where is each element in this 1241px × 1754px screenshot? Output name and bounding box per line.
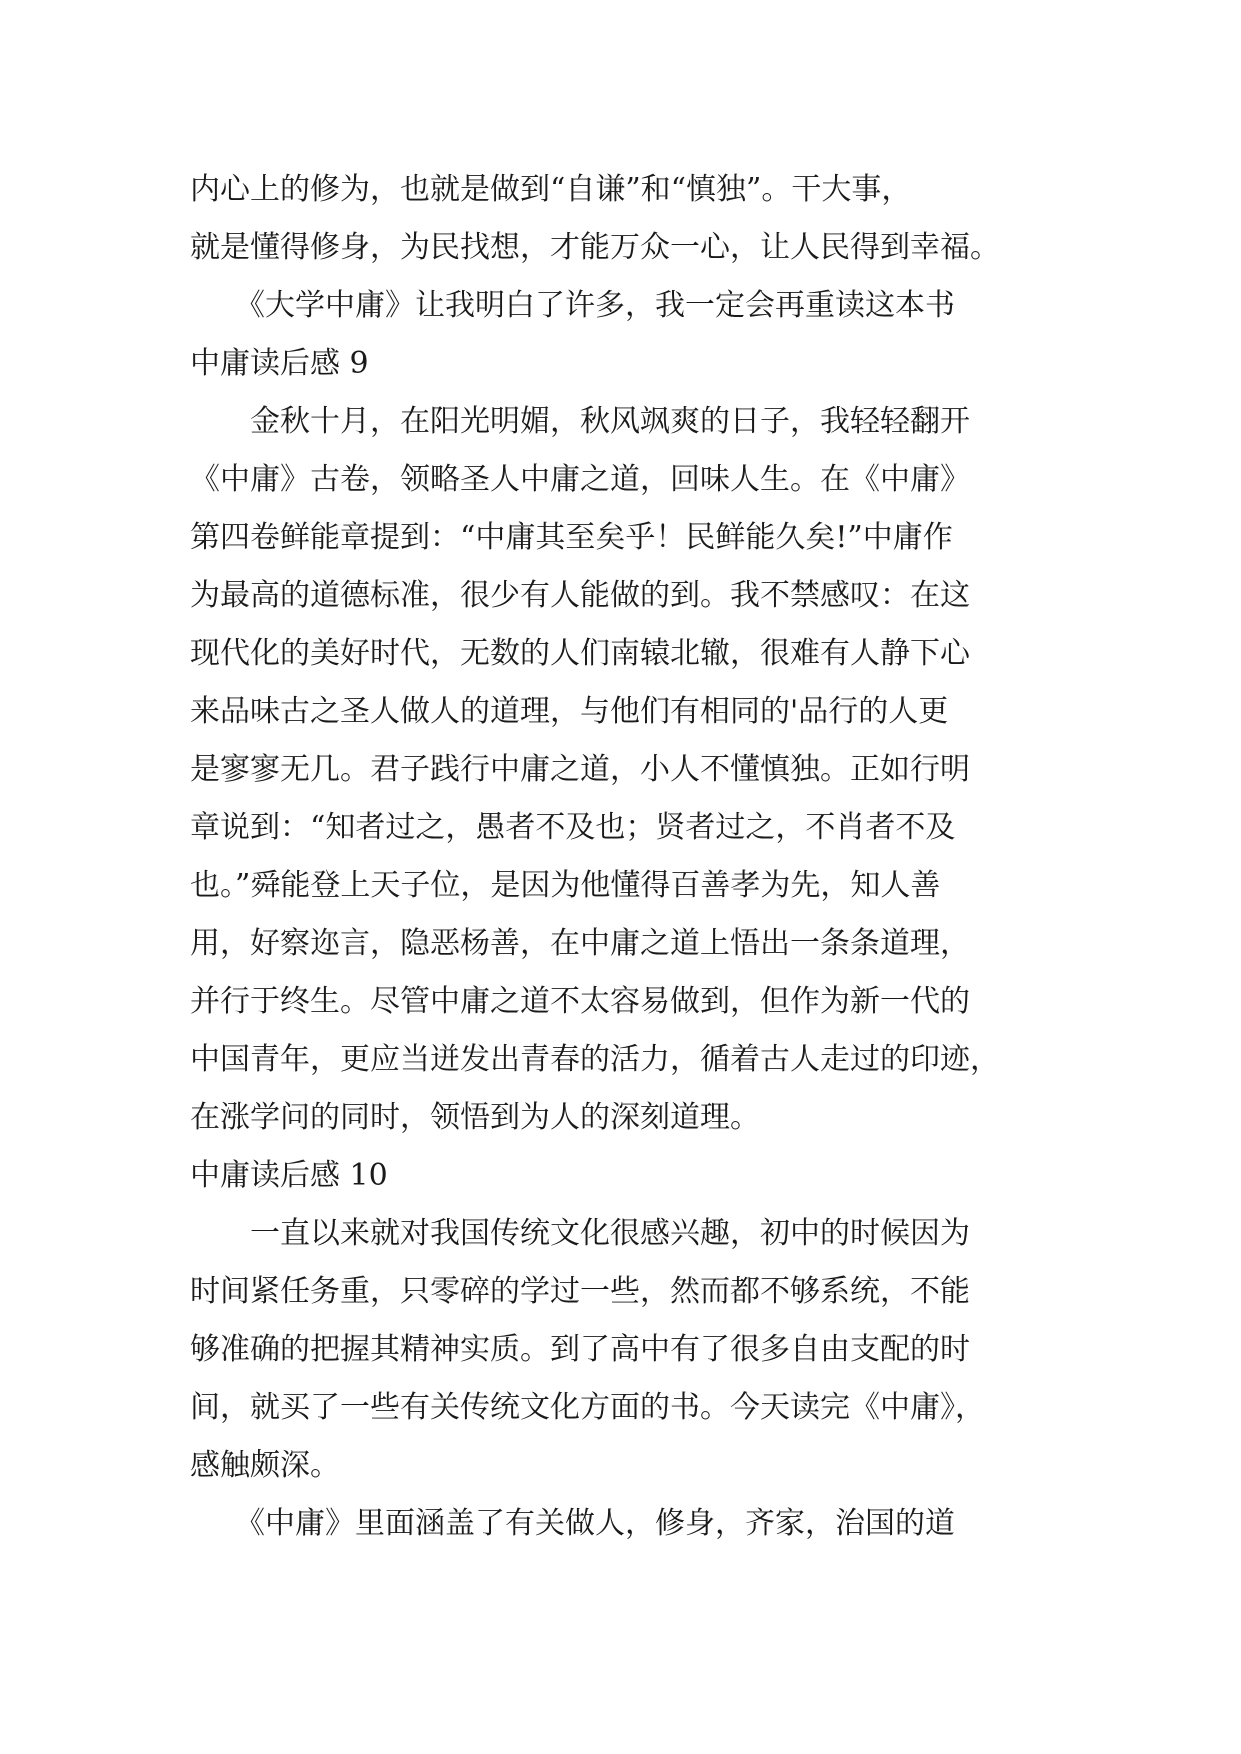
text-line: 章说到：“知者过之，愚者不及也；贤者过之，不肖者不及 — [190, 810, 956, 845]
text-line: 也。”舜能登上天子位，是因为他懂得百善孝为先，知人善 — [190, 868, 941, 903]
text-line: 间，就买了一些有关传统文化方面的书。今天读完《中庸》， — [190, 1390, 985, 1425]
section-heading: 中庸读后感 10 — [190, 1158, 388, 1193]
text-line: 并行于终生。尽管中庸之道不太容易做到，但作为新一代的 — [190, 984, 970, 1019]
text-line: 中国青年，更应当迸发出青春的活力，循着古人走过的印迹， — [190, 1042, 1000, 1077]
text-line: 现代化的美好时代，无数的人们南辕北辙，很难有人静下心 — [190, 636, 970, 671]
text-line: 时间紧任务重，只零碎的学过一些，然而都不够系统，不能 — [190, 1274, 970, 1309]
text-line: 金秋十月，在阳光明媚，秋风飒爽的日子，我轻轻翻开 — [190, 404, 970, 439]
section-heading: 中庸读后感 9 — [190, 346, 369, 381]
text-line: 就是懂得修身，为民找想，才能万众一心，让人民得到幸福。 — [190, 230, 1000, 265]
text-line: 是寥寥无几。君子践行中庸之道，小人不懂慎独。正如行明 — [190, 752, 970, 787]
text-line: 感触颇深。 — [190, 1448, 340, 1483]
text-line: 第四卷鲜能章提到：“中庸其至矣乎！民鲜能久矣!”中庸作 — [190, 520, 953, 555]
text-line: 为最高的道德标准，很少有人能做的到。我不禁感叹：在这 — [190, 578, 970, 613]
text-line: 在涨学问的同时，领悟到为人的深刻道理。 — [190, 1100, 760, 1135]
text-line: 一直以来就对我国传统文化很感兴趣，初中的时候因为 — [190, 1216, 970, 1251]
document-body — [190, 161, 1052, 1553]
text-line: 内心上的修为，也就是做到“自谦”和“慎独”。干大事， — [190, 172, 912, 207]
text-line: 《中庸》古卷，领略圣人中庸之道，回味人生。在《中庸》 — [190, 462, 970, 497]
text-line: 来品味古之圣人做人的道理，与他们有相同的'品行的人更 — [190, 694, 949, 729]
text-line: 用，好察迩言，隐恶杨善，在中庸之道上悟出一条条道理， — [190, 926, 970, 961]
text-line: 够准确的把握其精神实质。到了高中有了很多自由支配的时 — [190, 1332, 970, 1367]
text-line: 《大学中庸》让我明白了许多，我一定会再重读这本书 — [190, 288, 955, 323]
text-line: 《中庸》里面涵盖了有关做人，修身，齐家，治国的道 — [190, 1506, 955, 1541]
